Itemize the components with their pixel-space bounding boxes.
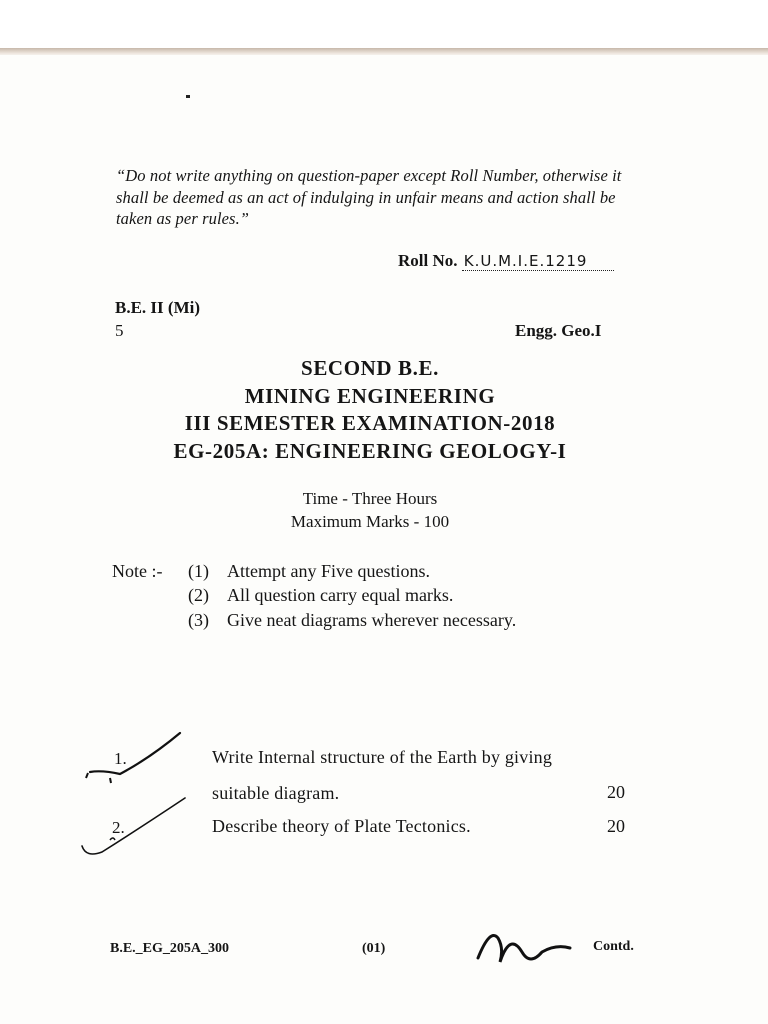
roll-label: Roll No. <box>398 251 458 270</box>
question-number: 2. <box>112 818 125 837</box>
note-text: All question carry equal marks. <box>227 585 454 605</box>
note-text: Give neat diagrams wherever necessary. <box>227 610 517 630</box>
note-number: (1) <box>188 561 209 581</box>
note-number: (2) <box>188 585 209 605</box>
handwritten-signature <box>470 922 580 972</box>
heading-line-3: III SEMESTER EXAMINATION-2018 <box>184 411 556 435</box>
roll-value: K.U.M.I.E.1219 <box>462 252 614 271</box>
question-marks: 20 <box>607 782 625 802</box>
heading-line-2: MINING ENGINEERING <box>244 384 496 408</box>
course-code: B.E. II (Mi) <box>115 298 200 317</box>
continued-label: Contd. <box>593 939 634 954</box>
question-marks: 20 <box>607 816 625 836</box>
maximum-marks: Maximum Marks - 100 <box>290 512 450 531</box>
heading-line-4: EG-205A: ENGINEERING GEOLOGY-I <box>173 439 567 463</box>
heading-line-1: SECOND B.E. <box>301 356 439 380</box>
course-number: 5 <box>115 321 124 340</box>
paper-code: B.E._EG_205A_300 <box>110 941 230 956</box>
question-text: Describe theory of Plate Tectonics. <box>212 816 471 836</box>
warning-notice: “Do not write anything on question-paper except Roll Number, otherwise it shall be deemed as an act of indulging in unfair means and action shall be taken as per rules.” <box>116 166 622 228</box>
handwritten-tick-marks <box>80 728 190 868</box>
stray-mark <box>186 95 190 98</box>
note-label: Note :- <box>112 561 163 581</box>
subject-short: Engg. Geo.I <box>515 321 602 340</box>
question-number: 1. <box>114 749 127 768</box>
roll-number <box>398 251 614 271</box>
note-text: Attempt any Five questions. <box>227 561 430 581</box>
question-text: Write Internal structure of the Earth by giving <box>212 747 553 767</box>
note-number: (3) <box>188 610 209 630</box>
exam-time: Time - Three Hours <box>302 489 438 508</box>
page-number: (01) <box>362 941 386 956</box>
question-text-continued: suitable diagram. <box>212 783 340 803</box>
